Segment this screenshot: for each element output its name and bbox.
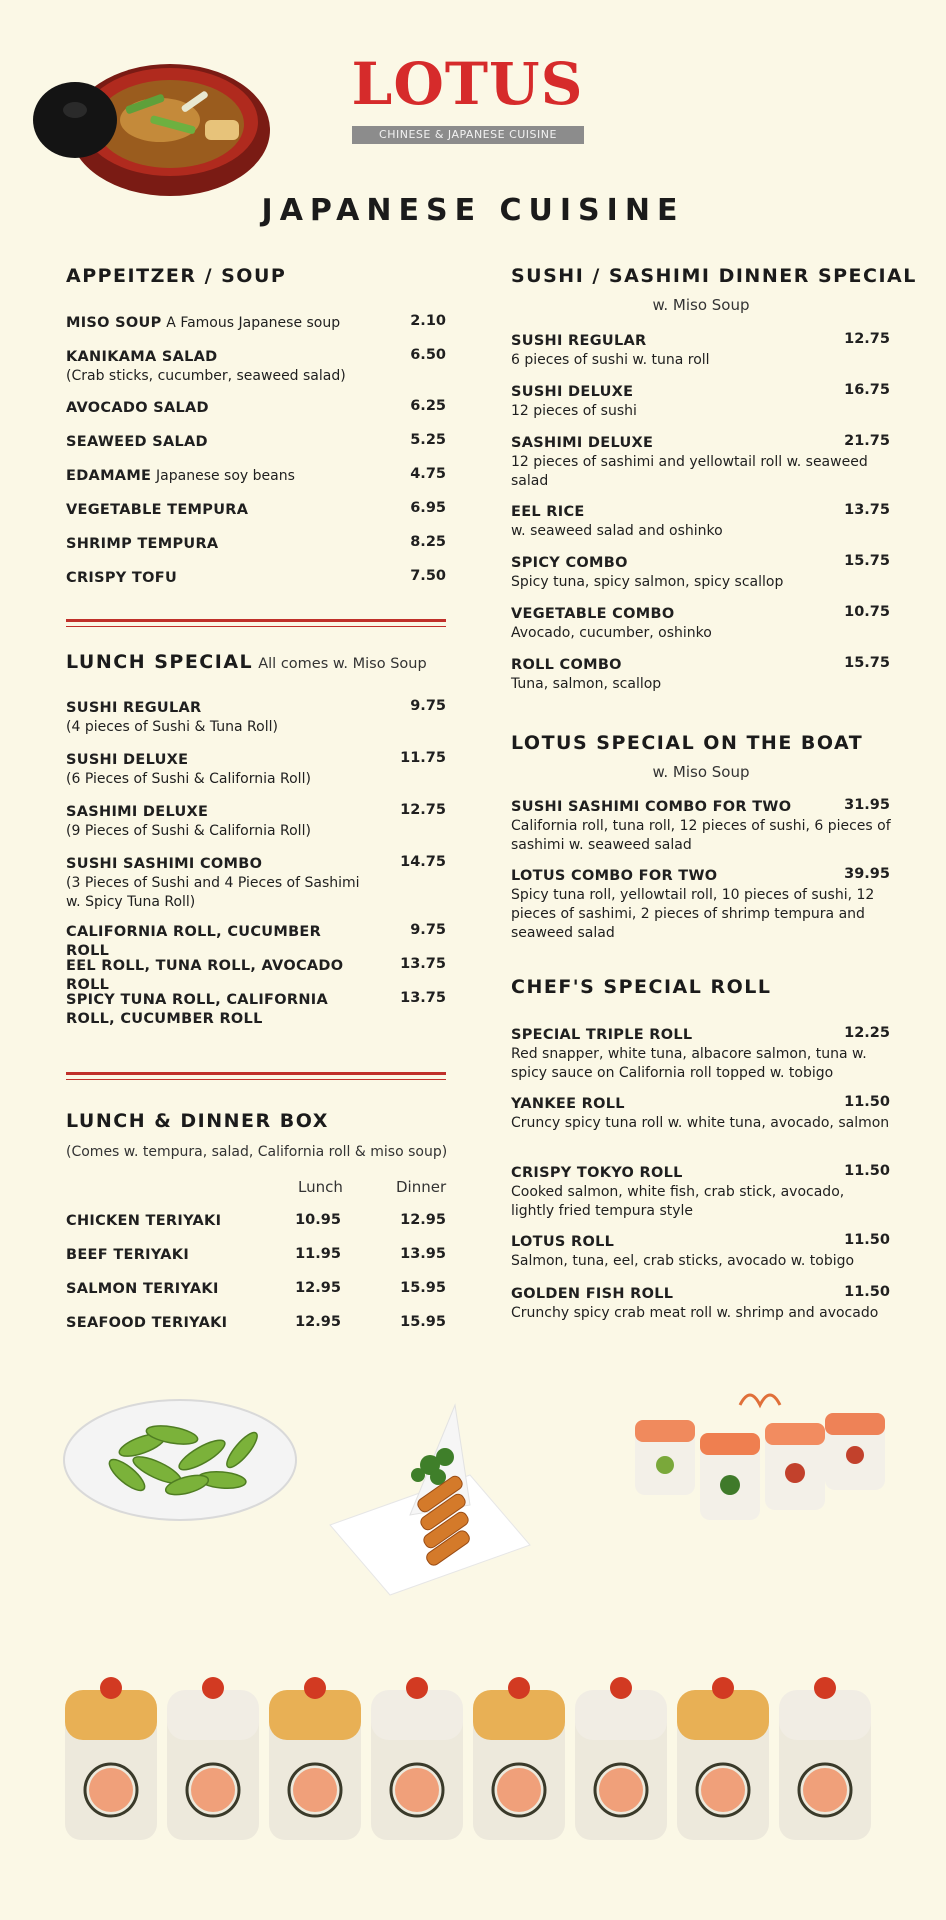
- spring-roll-image: [320, 1395, 540, 1625]
- item-name: SHRIMP TEMPURA: [66, 536, 219, 552]
- box-item-dinner-price: 13.95: [400, 1246, 446, 1262]
- box-col-dinner: Dinner: [396, 1178, 447, 1196]
- appetizer-item: [66, 432, 396, 451]
- item-price: 13.75: [400, 956, 446, 972]
- logo: [350, 52, 585, 144]
- item-name: CRISPY TOFU: [66, 570, 178, 586]
- item-price: 11.50: [844, 1284, 890, 1300]
- appetizer-item: [66, 313, 396, 332]
- item-price: 11.50: [844, 1163, 890, 1179]
- item-description: (Crab sticks, cucumber, seaweed salad): [66, 368, 346, 384]
- box-item-name: SEAFOOD TERIYAKI: [66, 1315, 228, 1331]
- appetizer-item: [66, 347, 396, 385]
- item-description: 12 pieces of sashimi and yellowtail roll w. seaweed salad: [511, 454, 868, 489]
- boat-note: w. Miso Soup: [652, 763, 750, 781]
- item-name: SASHIMI DELUXE: [66, 804, 209, 820]
- item-price: 5.25: [410, 432, 446, 448]
- item-name: MISO SOUP: [66, 315, 162, 331]
- box-item-dinner-price: 15.95: [400, 1280, 446, 1296]
- item-name: SPECIAL TRIPLE ROLL: [511, 1027, 693, 1043]
- item-name: SUSHI REGULAR: [66, 700, 202, 716]
- appetizer-item: [66, 568, 396, 587]
- item-price: 13.75: [844, 502, 890, 518]
- page-title: JAPANESE CUISINE: [261, 193, 685, 228]
- item-description: w. seaweed salad and oshinko: [511, 523, 723, 539]
- item-price: 12.75: [400, 802, 446, 818]
- box-item-name: BEEF TERIYAKI: [66, 1247, 190, 1263]
- lunch-special-item: [66, 854, 366, 911]
- item-description: A Famous Japanese soup: [166, 315, 341, 331]
- item-price: 4.75: [410, 466, 446, 482]
- section-divider: [66, 1072, 446, 1075]
- item-name: EEL ROLL, TUNA ROLL, AVOCADO ROLL: [66, 958, 344, 993]
- lunch-special-item: [66, 698, 366, 736]
- lunch-special-note: All comes w. Miso Soup: [258, 656, 427, 672]
- item-price: 13.75: [400, 990, 446, 1006]
- item-price: 11.50: [844, 1232, 890, 1248]
- item-name: VEGETABLE COMBO: [511, 606, 675, 622]
- item-name: SUSHI SASHIMI COMBO FOR TWO: [511, 799, 792, 815]
- item-price: 12.25: [844, 1025, 890, 1041]
- item-price: 15.75: [844, 655, 890, 671]
- item-name: SUSHI SASHIMI COMBO: [66, 856, 263, 872]
- item-price: 15.75: [844, 553, 890, 569]
- item-description: Red snapper, white tuna, albacore salmon, tuna w. spicy sauce on California roll topped w. tobigo: [511, 1046, 867, 1081]
- item-name: CALIFORNIA ROLL, CUCUMBER ROLL: [66, 924, 322, 959]
- box-header: LUNCH & DINNER BOX: [66, 1110, 329, 1132]
- box-item-lunch-price: 12.95: [295, 1280, 341, 1296]
- item-price: 31.95: [844, 797, 890, 813]
- item-description: 6 pieces of sushi w. tuna roll: [511, 352, 710, 368]
- box-item-lunch-price: 12.95: [295, 1314, 341, 1330]
- appetizer-item: [66, 398, 396, 417]
- lunch-special-item: [66, 922, 366, 960]
- item-price: 21.75: [844, 433, 890, 449]
- item-name: SPICY TUNA ROLL, CALIFORNIA ROLL, CUCUMBER ROLL: [66, 992, 328, 1027]
- item-price: 6.25: [410, 398, 446, 414]
- item-description: Tuna, salmon, scallop: [511, 676, 662, 692]
- salmon-roll-image: [630, 1385, 890, 1545]
- box-item-lunch-price: 11.95: [295, 1246, 341, 1262]
- box-item-dinner-price: 12.95: [400, 1212, 446, 1228]
- item-description: Crunchy spicy crab meat roll w. shrimp and avocado: [511, 1305, 879, 1321]
- item-description: (9 Pieces of Sushi & California Roll): [66, 823, 311, 839]
- dinner-special-header: SUSHI / SASHIMI DINNER SPECIAL: [511, 265, 917, 287]
- appetizer-item: [66, 534, 396, 553]
- box-item-dinner-price: 15.95: [400, 1314, 446, 1330]
- item-name: EEL RICE: [511, 504, 585, 520]
- item-price: 9.75: [410, 922, 446, 938]
- item-price: 11.50: [844, 1094, 890, 1110]
- lunch-special-item: [66, 802, 366, 840]
- item-name: AVOCADO SALAD: [66, 400, 209, 416]
- item-price: 39.95: [844, 866, 890, 882]
- item-description: Spicy tuna, spicy salmon, spicy scallop: [511, 574, 784, 590]
- section-divider: [66, 619, 446, 622]
- item-price: 9.75: [410, 698, 446, 714]
- logo-wordmark: LOTUS: [351, 50, 584, 118]
- appetizer-item: [66, 500, 396, 519]
- item-name: CRISPY TOKYO ROLL: [511, 1165, 683, 1181]
- item-name: SUSHI REGULAR: [511, 333, 647, 349]
- box-item-lunch-price: 10.95: [295, 1212, 341, 1228]
- appetizer-header: APPEITZER / SOUP: [66, 265, 287, 287]
- item-price: 6.50: [410, 347, 446, 363]
- item-name: LOTUS COMBO FOR TWO: [511, 868, 718, 884]
- miso-soup-bowl-image: [30, 60, 270, 200]
- item-price: 7.50: [410, 568, 446, 584]
- sushi-row-image: [60, 1660, 890, 1860]
- box-col-lunch: Lunch: [298, 1178, 343, 1196]
- item-description: (3 Pieces of Sushi and 4 Pieces of Sashimi w. Spicy Tuna Roll): [66, 875, 360, 910]
- edamame-plate-image: [62, 1395, 312, 1525]
- item-description: 12 pieces of sushi: [511, 403, 637, 419]
- item-name: SASHIMI DELUXE: [511, 435, 654, 451]
- item-name: SUSHI DELUXE: [511, 384, 634, 400]
- item-description: (4 pieces of Sushi & Tuna Roll): [66, 719, 278, 735]
- box-item-name: CHICKEN TERIYAKI: [66, 1213, 222, 1229]
- boat-header: LOTUS SPECIAL ON THE BOAT: [511, 732, 864, 754]
- item-price: 10.75: [844, 604, 890, 620]
- item-name: SUSHI DELUXE: [66, 752, 189, 768]
- item-description: Cooked salmon, white fish, crab stick, avocado, lightly fried tempura style: [511, 1184, 845, 1219]
- lunch-special-header-row: [66, 651, 427, 673]
- appetizer-item: [66, 466, 396, 485]
- lunch-special-item: [66, 956, 366, 994]
- lunch-special-item: [66, 750, 366, 788]
- item-name: SPICY COMBO: [511, 555, 628, 571]
- item-description: Avocado, cucumber, oshinko: [511, 625, 712, 641]
- item-description: Salmon, tuna, eel, crab sticks, avocado w. tobigo: [511, 1253, 855, 1269]
- section-divider-thin: [66, 1079, 446, 1080]
- item-description: Japanese soy beans: [156, 468, 295, 484]
- item-name: LOTUS ROLL: [511, 1234, 615, 1250]
- item-name: VEGETABLE TEMPURA: [66, 502, 249, 518]
- item-price: 14.75: [400, 854, 446, 870]
- chef-roll-header: CHEF'S SPECIAL ROLL: [511, 976, 772, 998]
- item-name: EDAMAME: [66, 468, 152, 484]
- item-price: 11.75: [400, 750, 446, 766]
- item-price: 2.10: [410, 313, 446, 329]
- box-item-name: SALMON TERIYAKI: [66, 1281, 219, 1297]
- item-name: ROLL COMBO: [511, 657, 622, 673]
- section-divider-thin: [66, 626, 446, 627]
- item-price: 12.75: [844, 331, 890, 347]
- item-description: California roll, tuna roll, 12 pieces of sushi, 6 pieces of sashimi w. seaweed salad: [511, 818, 891, 853]
- item-price: 6.95: [410, 500, 446, 516]
- item-name: YANKEE ROLL: [511, 1096, 625, 1112]
- item-price: 8.25: [410, 534, 446, 550]
- lunch-special-item: [66, 990, 366, 1028]
- box-note: (Comes w. tempura, salad, California roll & miso soup): [66, 1144, 448, 1160]
- lunch-special-header: LUNCH SPECIAL: [66, 651, 254, 673]
- item-description: (6 Pieces of Sushi & California Roll): [66, 771, 311, 787]
- item-name: KANIKAMA SALAD: [66, 349, 218, 365]
- item-price: 16.75: [844, 382, 890, 398]
- item-description: Cruncy spicy tuna roll w. white tuna, avocado, salmon: [511, 1115, 890, 1131]
- dinner-special-note: w. Miso Soup: [652, 296, 750, 314]
- item-description: Spicy tuna roll, yellowtail roll, 10 pieces of sushi, 12 pieces of sashimi, 2 pieces of shrimp tempura and seaweed salad: [511, 887, 875, 941]
- logo-tagline: CHINESE & JAPANESE CUISINE: [352, 126, 584, 144]
- item-name: SEAWEED SALAD: [66, 434, 208, 450]
- item-name: GOLDEN FISH ROLL: [511, 1286, 674, 1302]
